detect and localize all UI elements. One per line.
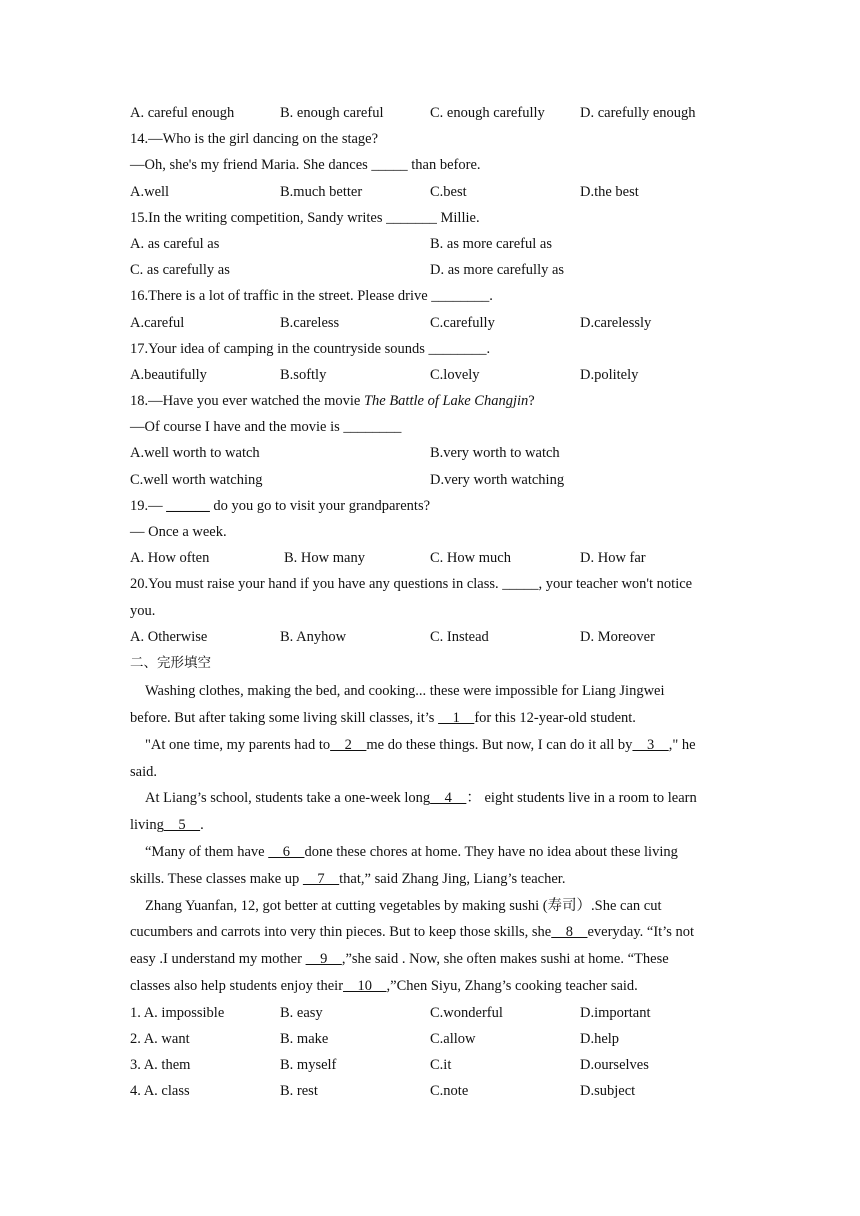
passage-text: me do these things. But now, I can do it all by: [366, 736, 633, 753]
passage-text: cucumbers and carrots into very thin pieces. But to keep those skills, she: [130, 924, 552, 941]
option-d: D.carelessly: [580, 314, 652, 331]
passage-line: [130, 788, 730, 815]
option-b: B. myself: [280, 1057, 337, 1074]
option-d: D.help: [580, 1030, 620, 1047]
passage-line: [130, 869, 730, 896]
option-a: A.well: [130, 183, 170, 200]
option-d: D.subject: [580, 1083, 636, 1100]
option-b: B. make: [280, 1030, 329, 1047]
passage-text: “Many of them have: [145, 843, 269, 860]
passage-text: ," he: [668, 736, 696, 753]
q19-blank: ______: [166, 497, 210, 514]
q18-reply: —Of course I have and the movie is ________: [130, 419, 402, 436]
passage-line: [130, 922, 730, 949]
option-a: A. careful enough: [130, 105, 235, 121]
option-c: C. Instead: [430, 628, 489, 645]
option-a: 1. A. impossible: [130, 1004, 225, 1021]
option-a: 3. A. them: [130, 1057, 191, 1074]
option-d: D.very worth watching: [430, 471, 565, 488]
q19-stem: [130, 496, 730, 522]
passage-line: Zhang Yuanfan, 12, got better at cutting vegetables by making sushi (寿司）.She can cut: [145, 897, 662, 914]
option-b: B. as more careful as: [430, 235, 552, 252]
option-a: A. How often: [130, 550, 210, 567]
q18-options-row1: [130, 443, 730, 469]
q18-stem-before: 18.—Have you ever watched the movie: [130, 393, 364, 410]
passage-line: [130, 735, 730, 762]
option-d: D.the best: [580, 183, 639, 200]
cloze-option-row: [130, 1081, 730, 1107]
passage-text: "At one time, my parents had to: [145, 736, 331, 753]
option-a: A.well worth to watch: [130, 445, 260, 462]
blank-4: 4: [430, 790, 467, 807]
q19-options: [130, 548, 730, 574]
q17-stem: 17.Your idea of camping in the countryside sounds ________.: [130, 340, 491, 357]
passage-line: [130, 976, 730, 1003]
q20-options: [130, 627, 730, 653]
option-b: B.much better: [280, 183, 363, 200]
option-b: B.careless: [280, 314, 340, 331]
option-d: D.ourselves: [580, 1057, 649, 1074]
q18-stem: [130, 391, 730, 417]
blank-6: 6: [268, 843, 305, 860]
cloze-passage: [130, 681, 730, 1003]
q19-reply: — Once a week.: [130, 524, 227, 540]
option-b: B. Anyhow: [280, 628, 347, 645]
option-d: D. How far: [580, 550, 646, 567]
option-c: C.carefully: [430, 314, 495, 331]
q18-stem-after: ?: [528, 393, 535, 410]
cloze-options: [130, 1003, 730, 1108]
blank-2: 2: [330, 736, 367, 753]
q14-stem: 14.—Who is the girl dancing on the stage?: [130, 131, 379, 148]
document-page: [130, 103, 730, 1107]
q15-stem: 15.In the writing competition, Sandy writes _______ Millie.: [130, 209, 480, 226]
q15-options-row2: [130, 260, 730, 286]
option-d: D. as more carefully as: [430, 262, 565, 279]
cloze-option-row: [130, 1055, 730, 1081]
option-b: B. How many: [284, 550, 365, 567]
passage-text: living: [130, 817, 164, 834]
passage-text: done these chores at home. They have no idea about these living: [304, 843, 678, 860]
passage-line: [130, 708, 730, 735]
blank-10: 10: [343, 977, 387, 994]
passage-line: [130, 842, 730, 869]
movie-title: The Battle of Lake Changjin: [363, 393, 529, 410]
option-a: 2. A. want: [130, 1030, 190, 1047]
q16-options: [130, 313, 730, 339]
passage-text: for this 12-year-old student.: [474, 709, 636, 726]
section-heading: 二、完形填空: [130, 654, 211, 671]
option-c: C.best: [430, 183, 467, 200]
passage-text: easy .I understand my mother: [130, 951, 306, 968]
q18-options-row2: [130, 470, 730, 496]
passage-text: ： eight students live in a room to learn: [466, 790, 697, 807]
q20-stem-line1: 20.You must raise your hand if you have any questions in class. _____, your teacher won't notice: [130, 576, 693, 593]
blank-7: 7: [302, 870, 340, 887]
q19-stem-before: 19.—: [130, 497, 167, 514]
option-d: D. carefully enough: [580, 105, 696, 121]
passage-text: classes also help students enjoy their: [130, 977, 344, 994]
q13-options: [130, 103, 730, 129]
cloze-option-row: [130, 1029, 730, 1055]
passage-text: everyday. “It’s not: [587, 924, 695, 941]
option-d: D.politely: [580, 366, 639, 383]
passage-text: that,” said Zhang Jing, Liang’s teacher.: [339, 870, 566, 887]
option-b: B. easy: [280, 1004, 323, 1021]
option-c: C.wonderful: [430, 1004, 503, 1021]
passage-text: ,”she said . Now, she often makes sushi at home. “These: [341, 951, 669, 968]
option-a: A.beautifully: [130, 366, 207, 383]
passage-text: before. But after taking some living skill classes, it’s: [130, 709, 439, 726]
option-a: A. Otherwise: [130, 628, 208, 645]
option-a: A. as careful as: [130, 235, 220, 252]
blank-3: 3: [632, 736, 669, 753]
passage-line: Washing clothes, making the bed, and cooking... these were impossible for Liang Jingwei: [145, 683, 665, 700]
q15-options-row1: [130, 234, 730, 260]
option-c: C.allow: [430, 1030, 476, 1047]
option-c: C. enough carefully: [430, 105, 545, 121]
blank-1: 1: [438, 709, 475, 726]
option-a: A.careful: [130, 314, 185, 331]
passage-text: At Liang’s school, students take a one-week long: [145, 790, 431, 807]
option-b: B.very worth to watch: [430, 445, 560, 462]
option-c: C.lovely: [430, 366, 480, 383]
passage-line: [130, 949, 730, 976]
passage-text: .: [200, 817, 204, 834]
q16-stem: 16.There is a lot of traffic in the street. Please drive ________.: [130, 288, 493, 305]
q14-reply: —Oh, she's my friend Maria. She dances _____ than before.: [130, 157, 481, 174]
passage-line: [130, 815, 730, 842]
blank-9: 9: [305, 951, 342, 968]
q14-options: [130, 182, 730, 208]
blank-8: 8: [551, 924, 588, 941]
q17-options: [130, 365, 730, 391]
passage-line: said.: [130, 763, 157, 780]
cloze-option-row: [130, 1003, 730, 1029]
option-c: C.note: [430, 1083, 469, 1100]
option-c: C. as carefully as: [130, 262, 230, 279]
option-c: C.well worth watching: [130, 471, 263, 488]
option-c: C. How much: [430, 550, 511, 567]
option-b: B. rest: [280, 1083, 318, 1100]
passage-text: ,”Chen Siyu, Zhang’s cooking teacher said.: [386, 977, 638, 994]
passage-text: skills. These classes make up: [130, 870, 303, 887]
option-b: B. enough careful: [280, 105, 384, 121]
option-b: B.softly: [280, 366, 327, 383]
blank-5: 5: [163, 817, 201, 834]
option-c: C.it: [430, 1057, 452, 1074]
q19-stem-after: do you go to visit your grandparents?: [209, 497, 431, 514]
q20-stem-line2: you.: [130, 602, 156, 619]
option-d: D.important: [580, 1004, 651, 1021]
option-d: D. Moreover: [580, 628, 655, 645]
option-a: 4. A. class: [130, 1083, 190, 1100]
